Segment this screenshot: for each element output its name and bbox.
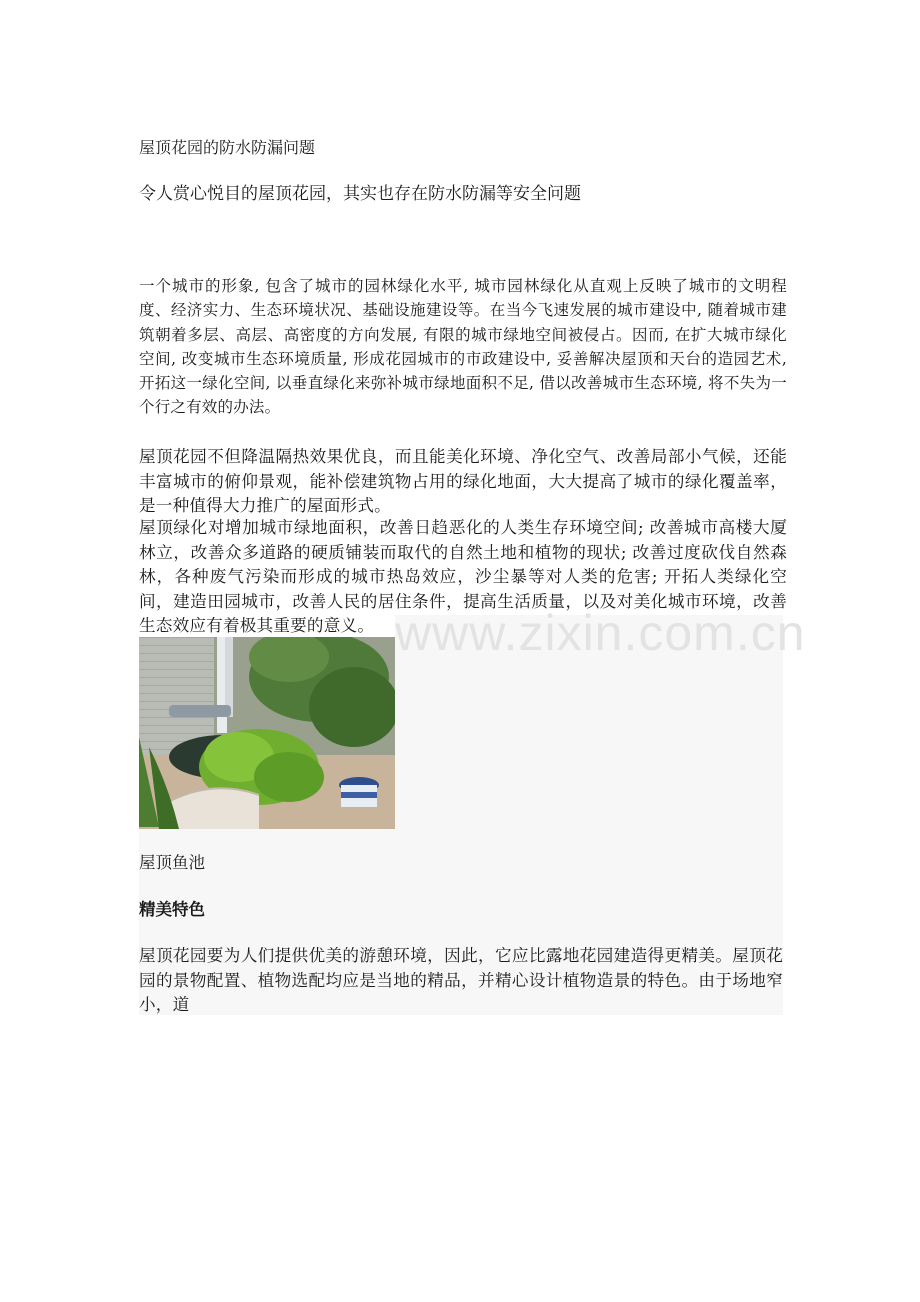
- paragraph-features: 屋顶花园要为人们提供优美的游憩环境，因此，它应比露地花园建造得更精美。屋顶花园的景物配置、植物选配均应是当地的精品，并精心设计植物造景的特色。由于场地窄小，道: [139, 946, 783, 1015]
- rooftop-fishpond-photo: [139, 637, 395, 829]
- paragraph-roof-greening-significance: 屋顶绿化对增加城市绿地面积，改善日趋恶化的人类生存环境空间; 改善城市高楼大厦林立，改善众多道路的硬质铺装而取代的自然土地和植物的现状; 改善过度砍伐自然森林，各种废气污染而形成的城市热岛效应，沙尘暴等对人类的危害; 开拓人类绿化空间，建造田园城市，改善人民的居住条件，提高生活质量，以及对美化城市环境，改善生态效应有着极其重要的意义。: [139, 518, 787, 636]
- paragraph-roof-garden-benefits: 屋顶花园不但降温隔热效果优良，而且能美化环境、净化空气、改善局部小气候，还能丰富城市的俯仰景观，能补偿建筑物占用的绿化地面，大大提高了城市的绿化覆盖率，是一种值得大力推广的屋面形式。: [139, 447, 787, 516]
- document-subtitle: 令人赏心悦目的屋顶花园，其实也存在防水防漏等安全问题: [139, 184, 581, 204]
- section-heading: 精美特色: [139, 900, 205, 919]
- image-caption: 屋顶鱼池: [139, 853, 205, 872]
- watermark: www.zixin.com.cn: [395, 605, 806, 661]
- paragraph-city-image: 一个城市的形象, 包含了城市的园林绿化水平, 城市园林绿化从直观上反映了城市的文明程度、经济实力、生态环境状况、基础设施建设等。在当今飞速发展的城市建设中, 随着城市建筑朝着多层、高层、高密度的方向发展, 有限的城市绿地空间被侵占。因而, 在扩大城市绿化空间, 改变城市生态环境质量, 形成花园城市的市政建设中, 妥善解决屋顶和天台的造园艺术, 开拓这一绿化空间, 以垂直绿化来弥补城市绿地面积不足, 借以改善城市生态环境, 将不失为一个行之有效的办法。: [139, 277, 787, 417]
- document-title: 屋顶花园的防水防漏问题: [139, 138, 316, 157]
